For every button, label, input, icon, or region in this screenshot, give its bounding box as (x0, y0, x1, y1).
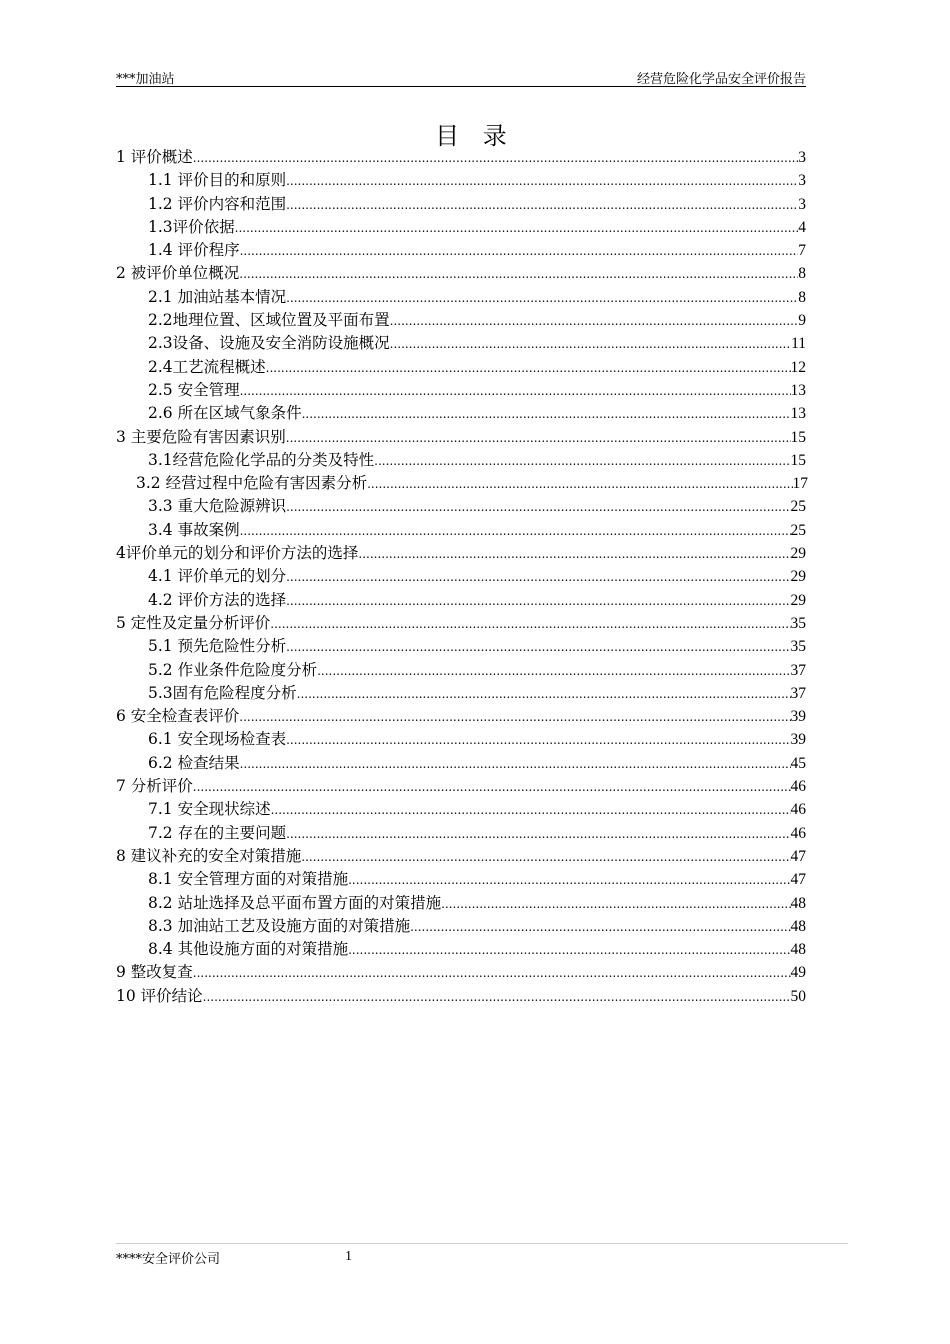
toc-entry[interactable] (116, 659, 806, 682)
toc-leader-dots (271, 799, 791, 822)
toc-entry[interactable] (116, 262, 806, 285)
toc-entry-page: 17 (792, 475, 808, 493)
toc-entry[interactable] (116, 612, 806, 635)
toc-entry-page: 15 (790, 428, 806, 446)
toc-entry-title: 8.2 站址选择及总平面布置方面的对策措施 (148, 893, 442, 912)
toc-entry-title: 3.2 经营过程中危险有害因素分析 (136, 474, 368, 493)
toc-entry-page: 39 (790, 731, 806, 749)
toc-leader-dots (358, 543, 790, 566)
toc-entry[interactable] (116, 798, 806, 821)
toc-leader-dots (390, 333, 791, 356)
toc-entry-title: 5.3固有危险程度分析 (148, 683, 297, 702)
toc-entry[interactable] (116, 146, 806, 169)
toc-entry-page: 47 (790, 871, 806, 889)
toc-leader-dots (390, 310, 799, 333)
toc-leader-dots (270, 613, 790, 636)
toc-leader-dots (193, 776, 791, 799)
toc-entry[interactable] (116, 449, 806, 472)
toc-leader-dots (239, 706, 790, 729)
toc-entry-title: 4.1 评价单元的划分 (148, 567, 287, 586)
toc-entry[interactable] (116, 961, 806, 984)
toc-entry[interactable] (116, 728, 806, 751)
toc-entry[interactable] (116, 519, 806, 542)
toc-entry[interactable] (116, 495, 806, 518)
toc-entry-title: 6.2 检查结果 (148, 753, 240, 772)
toc-entry[interactable] (116, 589, 806, 612)
toc-entry-page: 35 (790, 638, 806, 656)
toc-entry-page: 50 (790, 987, 806, 1005)
toc-entry-page: 48 (790, 917, 806, 935)
toc-leader-dots (348, 939, 790, 962)
toc-entry-page: 3 (798, 172, 806, 190)
toc-entry-title: 8.1 安全管理方面的对策措施 (148, 870, 349, 889)
toc-entry[interactable] (116, 426, 806, 449)
toc-leader-dots (240, 520, 791, 543)
toc-entry-title: 3.4 事故案例 (148, 520, 240, 539)
toc-entry-title: 8.3 加油站工艺及设施方面的对策措施 (148, 916, 411, 935)
toc-entry-page: 9 (798, 312, 806, 330)
toc-leader-dots (286, 590, 790, 613)
toc-leader-dots (266, 357, 791, 380)
toc-entry[interactable] (116, 239, 806, 262)
toc-entry-title: 10 评价结论 (116, 986, 203, 1005)
toc-entry[interactable] (116, 472, 808, 495)
toc-leader-dots (193, 147, 798, 170)
footer-page-number: 1 (345, 1249, 352, 1264)
toc-entry-page: 29 (790, 545, 806, 563)
toc-entry-title: 5.2 作业条件危险度分析 (148, 660, 318, 679)
toc-entry[interactable] (116, 822, 806, 845)
toc-entry-title: 7.2 存在的主要问题 (148, 823, 287, 842)
toc-entry-title: 1.3评价依据 (148, 217, 235, 236)
toc-entry-title: 1.2 评价内容和范围 (148, 194, 287, 213)
toc-entry-title: 8 建议补充的安全对策措施 (116, 846, 302, 865)
toc-entry-title: 9 整改复查 (116, 963, 193, 982)
toc-entry-page: 8 (798, 265, 806, 283)
toc-entry-title: 6.1 安全现场检查表 (148, 730, 287, 749)
toc-entry[interactable] (116, 635, 806, 658)
toc-entry-title: 2.4工艺流程概述 (148, 357, 266, 376)
toc-entry-title: 4评价单元的划分和评价方法的选择 (116, 544, 359, 563)
toc-leader-dots (286, 496, 790, 519)
toc-leader-dots (286, 287, 798, 310)
toc-entry[interactable] (116, 193, 806, 216)
toc-entry-page: 29 (790, 591, 806, 609)
toc-leader-dots (286, 427, 791, 450)
toc-entry-page: 46 (790, 801, 806, 819)
toc-entry-title: 5 定性及定量分析评价 (116, 613, 271, 632)
toc-entry-title: 6 安全检查表评价 (116, 707, 240, 726)
toc-entry-page: 7 (798, 242, 806, 260)
toc-leader-dots (302, 403, 791, 426)
toc-entry[interactable] (116, 379, 806, 402)
toc-entry-title: 2.1 加油站基本情况 (148, 287, 287, 306)
toc-leader-dots (367, 473, 792, 496)
toc-entry-title: 2.6 所在区域气象条件 (148, 404, 302, 423)
toc-entry[interactable] (116, 286, 806, 309)
toc-entry-page: 25 (790, 521, 806, 539)
toc-entry-page: 46 (790, 824, 806, 842)
footer-company: ****安全评价公司 (116, 1252, 221, 1267)
toc-entry-title: 2.3设备、设施及安全消防设施概况 (148, 334, 390, 353)
toc-entry-page: 47 (790, 847, 806, 865)
toc-entry-title: 1.1 评价目的和原则 (148, 171, 287, 190)
toc-entry[interactable] (116, 775, 806, 798)
toc-leader-dots (193, 962, 791, 985)
toc-entry-title: 5.1 预先危险性分析 (148, 637, 287, 656)
toc-entry-page: 48 (790, 894, 806, 912)
toc-entry-page: 8 (798, 288, 806, 306)
toc-entry-page: 3 (798, 149, 806, 166)
toc-entry[interactable] (116, 705, 806, 728)
toc-entry[interactable] (116, 845, 806, 868)
toc-leader-dots (317, 660, 790, 683)
toc-entry-title: 2.5 安全管理 (148, 380, 240, 399)
footer-divider (116, 1243, 848, 1244)
toc-entry-page: 13 (790, 405, 806, 423)
page-title: 目 录 (435, 122, 515, 150)
toc-leader-dots (235, 217, 799, 240)
toc-entry-page: 48 (790, 941, 806, 959)
toc-leader-dots (240, 753, 791, 776)
toc-leader-dots (301, 846, 790, 869)
toc-entry-title: 3.1经营危险化学品的分类及特性 (148, 450, 375, 469)
toc-entry[interactable] (116, 542, 806, 565)
table-of-contents (116, 146, 806, 1008)
toc-entry-title: 4.2 评价方法的选择 (148, 590, 287, 609)
toc-entry-page: 15 (790, 451, 806, 469)
toc-entry[interactable] (116, 682, 806, 705)
toc-entry-page: 35 (790, 614, 806, 632)
toc-entry-page: 39 (790, 708, 806, 726)
toc-entry[interactable] (116, 309, 806, 332)
toc-entry-page: 25 (790, 498, 806, 516)
toc-leader-dots (203, 986, 791, 1009)
toc-leader-dots (286, 729, 790, 752)
toc-entry-page: 37 (790, 661, 806, 679)
toc-leader-dots (286, 566, 790, 589)
toc-entry-title: 7.1 安全现状综述 (148, 800, 271, 819)
toc-entry-page: 4 (798, 218, 806, 236)
toc-leader-dots (239, 263, 798, 286)
toc-entry-page: 12 (790, 358, 806, 376)
toc-entry[interactable] (116, 938, 806, 961)
toc-leader-dots (374, 450, 790, 473)
header-left-text: ***加油站 (116, 72, 175, 87)
toc-leader-dots (286, 170, 798, 193)
toc-entry-title: 3.3 重大危险源辨识 (148, 497, 287, 516)
toc-entry-title: 1 评价概述 (116, 148, 193, 166)
toc-entry[interactable] (116, 915, 806, 938)
toc-entry[interactable] (116, 868, 806, 891)
toc-leader-dots (286, 823, 790, 846)
toc-entry-page: 3 (798, 195, 806, 213)
toc-leader-dots (297, 683, 791, 706)
toc-entry-page: 49 (790, 964, 806, 982)
toc-entry[interactable] (116, 565, 806, 588)
page-header (116, 66, 806, 87)
toc-entry-title: 3 主要危险有害因素识别 (116, 427, 286, 446)
toc-leader-dots (410, 916, 790, 939)
toc-entry-page: 46 (790, 778, 806, 796)
toc-leader-dots (286, 194, 798, 217)
toc-leader-dots (441, 893, 790, 916)
toc-leader-dots (240, 380, 791, 403)
toc-entry-title: 2.2地理位置、区域位置及平面布置 (148, 311, 390, 330)
toc-entry-title: 7 分析评价 (116, 777, 193, 796)
toc-leader-dots (286, 636, 790, 659)
toc-entry[interactable] (116, 169, 806, 192)
toc-entry-title: 8.4 其他设施方面的对策措施 (148, 940, 349, 959)
toc-leader-dots (348, 869, 790, 892)
toc-entry-page: 45 (790, 754, 806, 772)
toc-entry-title: 1.4 评价程序 (148, 241, 240, 260)
toc-entry-title: 2 被评价单位概况 (116, 264, 240, 283)
toc-entry[interactable] (116, 402, 806, 425)
toc-entry-page: 13 (790, 381, 806, 399)
toc-entry[interactable] (116, 892, 806, 915)
toc-entry-page: 11 (791, 335, 806, 353)
toc-entry[interactable] (116, 216, 806, 239)
toc-entry-page: 29 (790, 568, 806, 586)
toc-entry[interactable] (116, 985, 806, 1008)
toc-entry-page: 37 (790, 684, 806, 702)
toc-leader-dots (240, 240, 799, 263)
header-right-text: 经营危险化学品安全评价报告 (636, 72, 806, 87)
toc-entry[interactable] (116, 332, 806, 355)
toc-entry[interactable] (116, 356, 806, 379)
toc-entry[interactable] (116, 752, 806, 775)
